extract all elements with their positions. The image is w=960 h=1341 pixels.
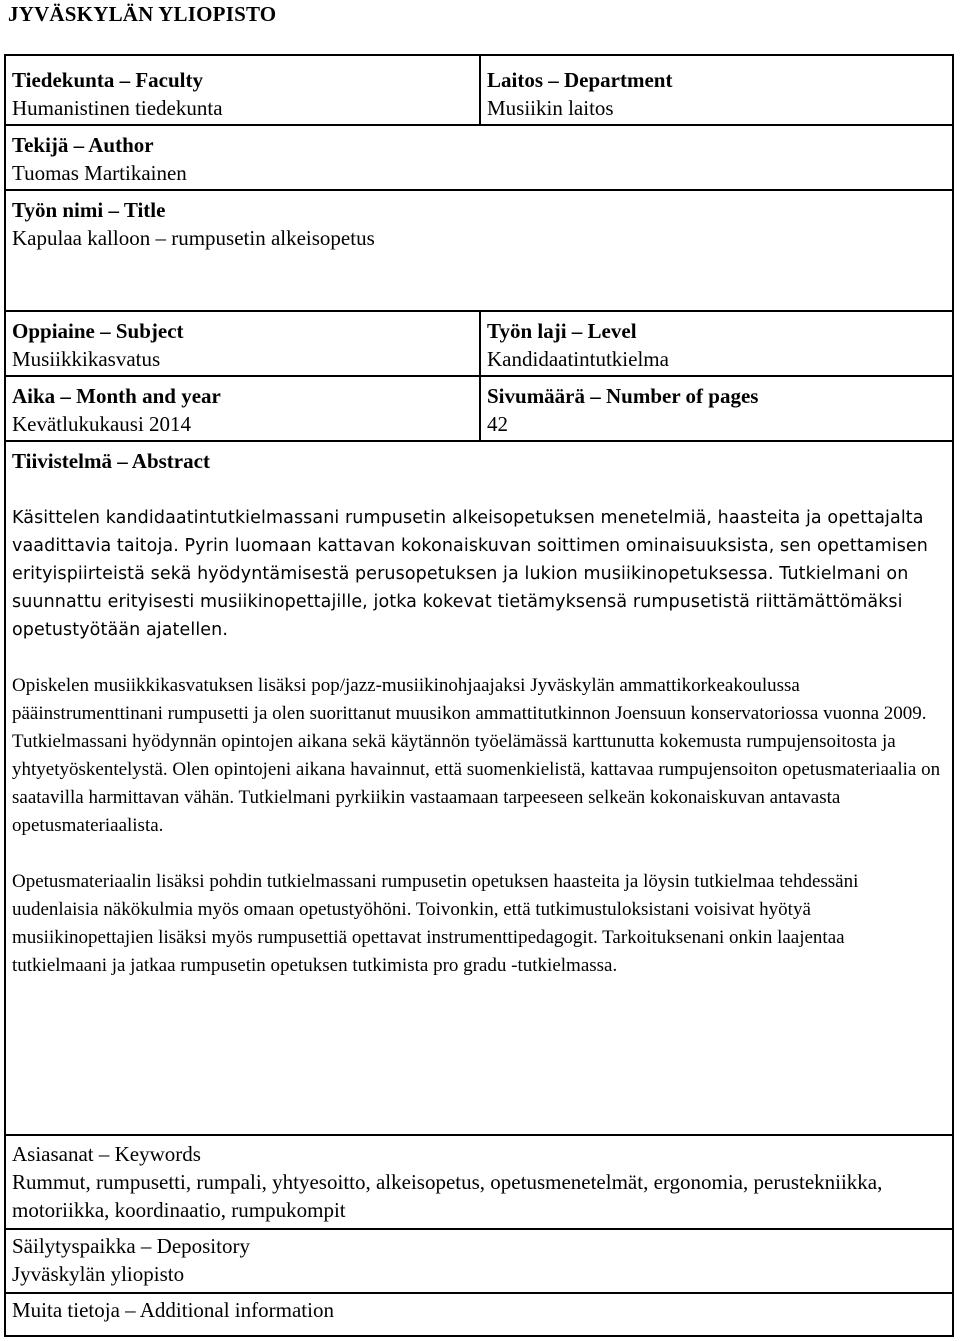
title-cell: [6, 186, 952, 252]
title-label: Työn nimi – Title: [12, 198, 166, 222]
faculty-value: Humanistinen tiedekunta: [12, 96, 223, 120]
department-label: Laitos – Department: [487, 68, 673, 92]
keywords-label: Asiasanat – Keywords: [12, 1142, 201, 1166]
university-name: JYVÄSKYLÄN YLIOPISTO: [8, 2, 277, 26]
date-label: Aika – Month and year: [12, 384, 221, 408]
additional-info-cell: [6, 1294, 952, 1324]
author-label: Tekijä – Author: [12, 133, 154, 157]
depository-label: Säilytyspaikka – Depository: [12, 1234, 250, 1258]
abstract-body: [12, 504, 942, 1008]
level-cell: [481, 307, 952, 373]
subject-label: Oppiaine – Subject: [12, 319, 184, 343]
keywords-value: Rummut, rumpusetti, rumpali, yhtyesoitto, alkeisopetus, opetusmenetelmät, ergonomia, perustekniikka, motoriikka, koordinaatio, rumpukompit: [12, 1170, 883, 1222]
faculty-cell: [6, 56, 479, 122]
abstract-label-cell: [6, 437, 952, 475]
date-value: Kevätlukukausi 2014: [12, 412, 192, 436]
title-value: Kapulaa kalloon – rumpusetin alkeisopetus: [12, 226, 375, 250]
additional-info-label: Muita tietoja – Additional information: [12, 1298, 334, 1322]
keywords-cell: [6, 1136, 952, 1224]
subject-cell: [6, 307, 479, 373]
abstract-form: [4, 54, 954, 1337]
abstract-paragraph: Käsittelen kandidaatintutkielmassani rumpusetin alkeisopetuksen menetelmiä, haasteita ja opettajalta vaadittavia taitoja. Pyrin luomaan kattavan kokonaiskuvan soittimen ominaisuuksista, sen opettamisen erityispiirteistä sekä hyödyntämisestä perusopetuksen ja lukion musiikinopetuksessa. Tutkielmani on suunnattu erityisesti musiikinopettajille, jotka kokevat tietämyksensä rumpusetistä riittämättömäksi opetustyötään ajatellen.: [12, 508, 928, 640]
department-cell: [481, 56, 952, 122]
depository-value: Jyväskylän yliopisto: [12, 1262, 185, 1286]
author-value: Tuomas Martikainen: [12, 161, 187, 185]
pages-cell: [481, 372, 952, 438]
author-cell: [6, 121, 952, 187]
level-label: Työn laji – Level: [487, 319, 637, 343]
depository-cell: [6, 1230, 952, 1288]
pages-value: 42: [487, 412, 508, 436]
date-cell: [6, 372, 479, 438]
level-value: Kandidaatintutkielma: [487, 347, 669, 371]
subject-value: Musiikkikasvatus: [12, 347, 161, 371]
abstract-paragraph: Opetusmateriaalin lisäksi pohdin tutkielmassani rumpusetin opetuksen haasteita ja löysin tutkielmaa tehdessäni uudenlaisia näkökulmia myös omaan opetustyöhöni. Toivonkin, että tutkimustuloksistani voisivat hyötyä musiikinopettajien lisäksi myös rumpusettiä opettavat instrumenttipedagogit. Tarkoituksenani onkin laajentaa tutkielmaani ja jatkaa rumpusetin opetuksen tutkimista pro gradu -tutkielmassa.: [12, 871, 859, 976]
faculty-label: Tiedekunta – Faculty: [12, 68, 203, 92]
abstract-paragraph: Opiskelen musiikkikasvatuksen lisäksi pop/jazz-musiikinohjaajaksi Jyväskylän ammattikorkeakoulussa pääinstrumenttinani rumpusetti ja olen suorittanut muusikon ammattitutkinnon Joensuun konservatoriossa vuonna 2009. Tutkielmassani hyödynnän opintojen aikana sekä käytännön työelämässä karttunutta kokemusta rumpujensoitosta ja yhtyetyöskentelystä. Olen opintojeni aikana havainnut, että suomenkielistä, kattavaa rumpujensoiton opetusmateriaalia on saatavilla harmittavan vähän. Tutkielmani pyrkiikin vastaamaan tarpeeseen selkeän kokonaiskuvan antavasta opetusmateriaalista.: [12, 675, 941, 836]
abstract-label: Tiivistelmä – Abstract: [12, 449, 210, 473]
department-value: Musiikin laitos: [487, 96, 614, 120]
pages-label: Sivumäärä – Number of pages: [487, 384, 759, 408]
